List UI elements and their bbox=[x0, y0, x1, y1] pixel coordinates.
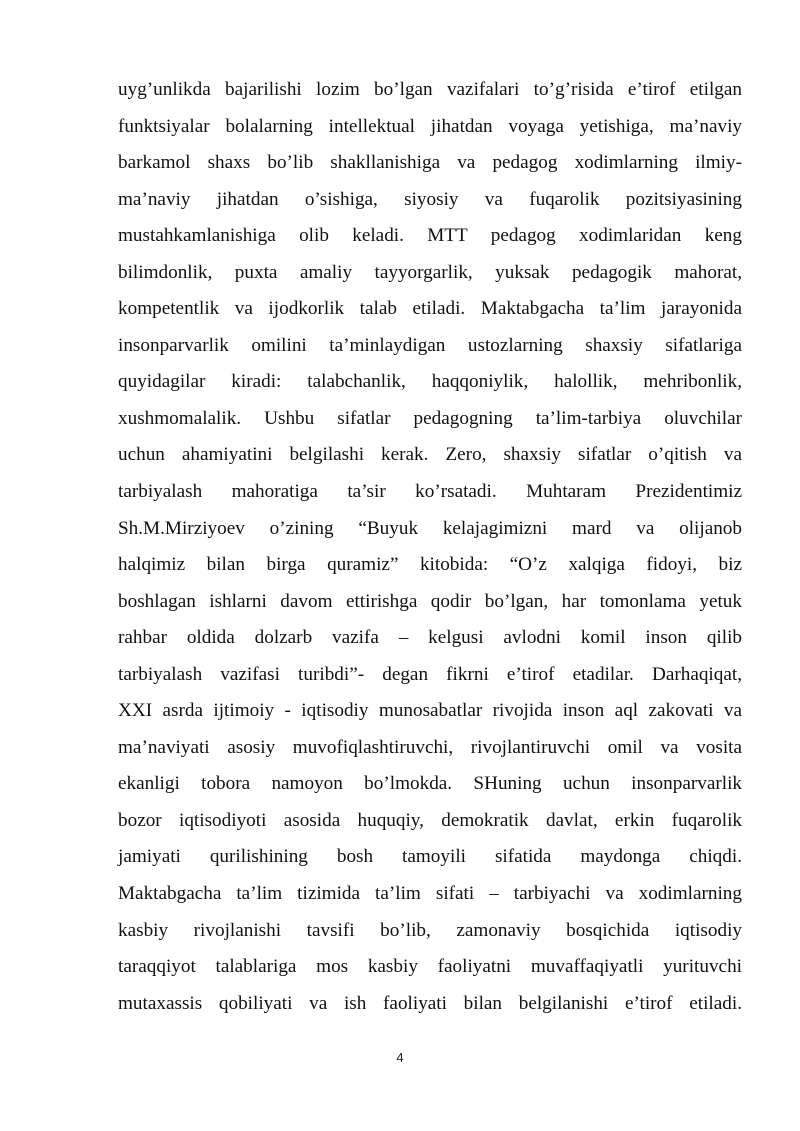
text-line: kasbiy rivojlanishi tavsifi bo’lib, zamonaviy bosqichida iqtisodiy bbox=[118, 919, 742, 941]
text-line: tarbiyalash vazifasi turibdi”- degan fikrni e’tirof etadilar. Darhaqiqat, bbox=[118, 663, 742, 685]
text-line: jamiyati qurilishining bosh tamoyili sifatida maydonga chiqdi. bbox=[118, 846, 742, 868]
text-line: Maktabgacha ta’lim tizimida ta’lim sifati – tarbiyachi va xodimlarning bbox=[118, 883, 742, 905]
text-line: ma’naviy jihatdan o’sishiga, siyosiy va fuqarolik pozitsiyasining bbox=[118, 188, 742, 210]
text-line: boshlagan ishlarni davom ettirishga qodir bo’lgan, har tomonlama yetuk bbox=[118, 590, 742, 612]
text-line: mutaxassis qobiliyati va ish faoliyati bilan belgilanishi e’tirof etiladi. bbox=[118, 992, 742, 1014]
text-line: xushmomalalik. Ushbu sifatlar pedagogning ta’lim-tarbiya oluvchilar bbox=[118, 407, 742, 429]
text-line: uyg’unlikda bajarilishi lozim bo’lgan vazifalari to’g’risida e’tirof etilgan bbox=[118, 79, 742, 100]
text-line: uchun ahamiyatini belgilashi kerak. Zero, shaxsiy sifatlar o’qitish va bbox=[118, 444, 742, 466]
text-line: rahbar oldida dolzarb vazifa – kelgusi avlodni komil inson qilib bbox=[118, 627, 742, 649]
text-line: insonparvarlik omilini ta’minlaydigan ustozlarning shaxsiy sifatlariga bbox=[118, 334, 742, 356]
text-line: funktsiyalar bolalarning intellektual jihatdan voyaga yetishiga, ma’naviy bbox=[118, 115, 742, 137]
text-line: ekanligi tobora namoyon bo’lmokda. SHuning uchun insonparvarlik bbox=[118, 773, 742, 795]
text-line: XXI asrda ijtimoiy - iqtisodiy munosabatlar rivojida inson aql zakovati va bbox=[118, 700, 742, 722]
text-line: kompetentlik va ijodkorlik talab etiladi. Maktabgacha ta’lim jarayonida bbox=[118, 298, 742, 320]
text-line: mustahkamlanishiga olib keladi. MTT pedagog xodimlaridan keng bbox=[118, 225, 742, 247]
text-line: quyidagilar kiradi: talabchanlik, haqqoniylik, halollik, mehribonlik, bbox=[118, 371, 742, 393]
text-line: taraqqiyot talablariga mos kasbiy faoliyatni muvaffaqiyatli yurituvchi bbox=[118, 956, 742, 978]
text-line: tarbiyalash mahoratiga ta’sir ko’rsatadi. Muhtaram Prezidentimiz bbox=[118, 481, 742, 503]
text-line: bilimdonlik, puxta amaliy tayyorgarlik, yuksak pedagogik mahorat, bbox=[118, 261, 742, 283]
text-line: barkamol shaxs bo’lib shakllanishiga va pedagog xodimlarning ilmiy- bbox=[118, 152, 742, 174]
body-paragraph bbox=[118, 72, 742, 1022]
text-line: ma’naviyati asosiy muvofiqlashtiruvchi, rivojlantiruvchi omil va vosita bbox=[118, 736, 742, 758]
text-line: bozor iqtisodiyoti asosida huquqiy, demokratik davlat, erkin fuqarolik bbox=[118, 809, 742, 831]
page-number: 4 bbox=[396, 1050, 404, 1065]
text-line: Sh.M.Mirziyoev o’zining “Buyuk kelajagimizni mard va olijanob bbox=[118, 517, 742, 539]
text-line: halqimiz bilan birga quramiz” kitobida: “O’z xalqiga fidoyi, biz bbox=[118, 554, 742, 576]
